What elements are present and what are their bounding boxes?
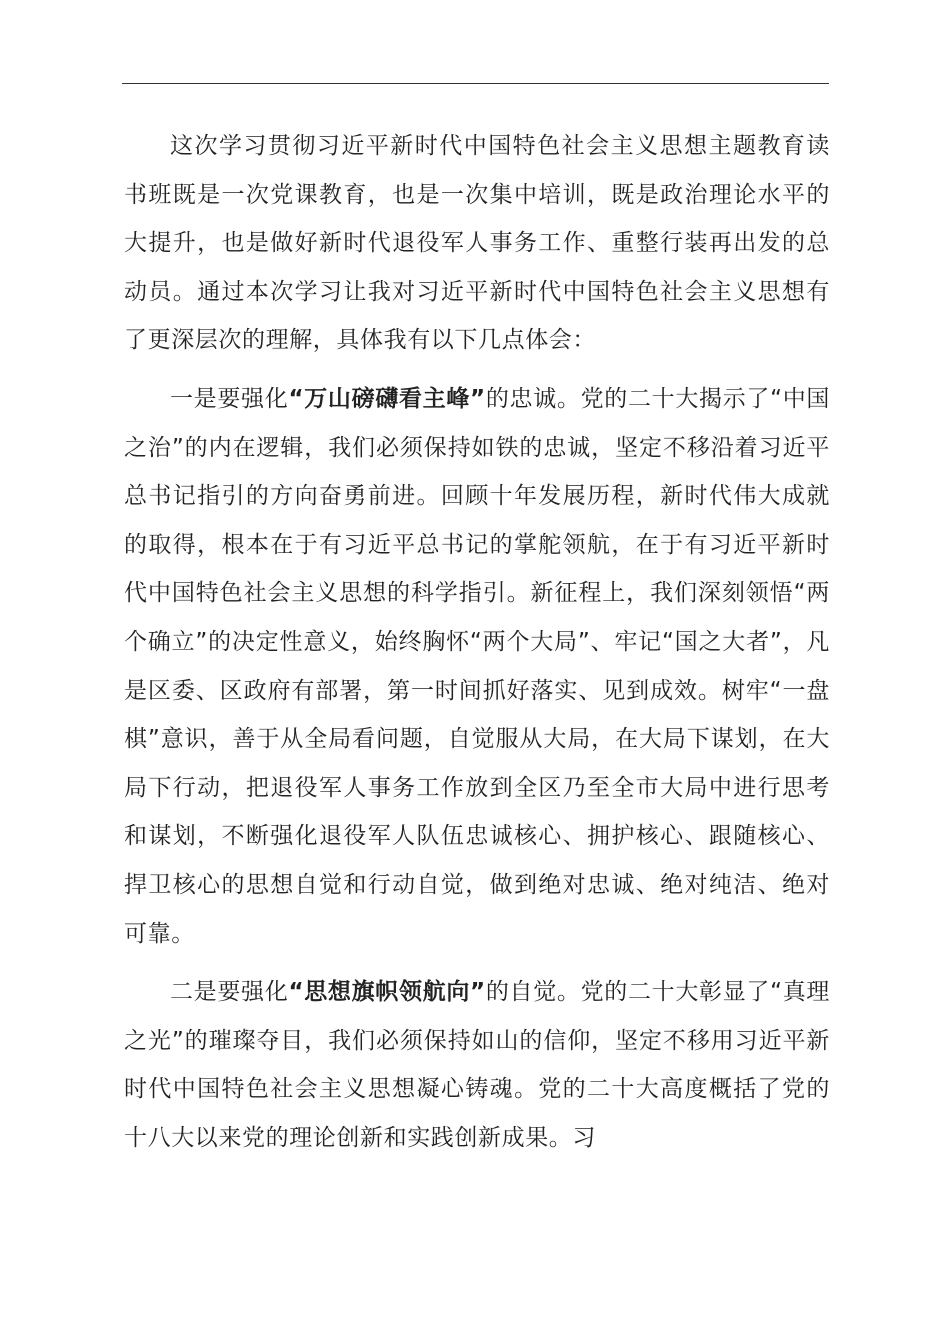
point-2-text: 的自觉。党的二十大彰显了“真理之光”的璀璨夺目，我们必须保持如山的信仰，坚定不移用习近平新时代中国特色社会主义思想凝心铸魂。党的二十大高度概括了党的十八大以来党的理论创新和实践创新成果。习 xyxy=(124,979,831,1151)
paragraph-point-2 xyxy=(124,968,830,1162)
point-1-title: “万山磅礴看主峰” xyxy=(288,385,486,412)
point-1-lead: 一是要强化 xyxy=(170,385,289,412)
paragraph-point-1 xyxy=(124,375,830,958)
header-rule xyxy=(122,83,829,84)
document-body xyxy=(124,122,830,1162)
paragraph-intro-text: 这次学习贯彻习近平新时代中国特色社会主义思想主题教育读书班既是一次党课教育，也是一次集中培训，既是政治理论水平的大提升，也是做好新时代退役军人事务工作、重整行装再出发的总动员。通过本次学习让我对习近平新时代中国特色社会主义思想有了更深层次的理解，具体我有以下几点体会： xyxy=(124,133,830,354)
paragraph-intro xyxy=(124,122,830,365)
point-2-lead: 二是要强化 xyxy=(170,979,289,1006)
point-1-text: 的忠诚。党的二十大揭示了“中国之治”的内在逻辑，我们必须保持如铁的忠诚，坚定不移沿着习近平总书记指引的方向奋勇前进。回顾十年发展历程，新时代伟大成就的取得，根本在于有习近平总书记的掌舵领航，在于有习近平新时代中国特色社会主义思想的科学指引。新征程上，我们深刻领悟“两个确立”的决定性意义，始终胸怀“两个大局”、牢记“国之大者”，凡是区委、区政府有部署，第一时间抓好落实、见到成效。树牢“一盘棋”意识，善于从全局看问题，自觉服从大局，在大局下谋划，在大局下行动，把退役军人事务工作放到全区乃至全市大局中进行思考和谋划，不断强化退役军人队伍忠诚核心、拥护核心、跟随核心、捍卫核心的思想自觉和行动自觉，做到绝对忠诚、绝对纯洁、绝对可靠。 xyxy=(124,385,831,947)
point-2-title: “思想旗帜领航向” xyxy=(288,979,486,1006)
